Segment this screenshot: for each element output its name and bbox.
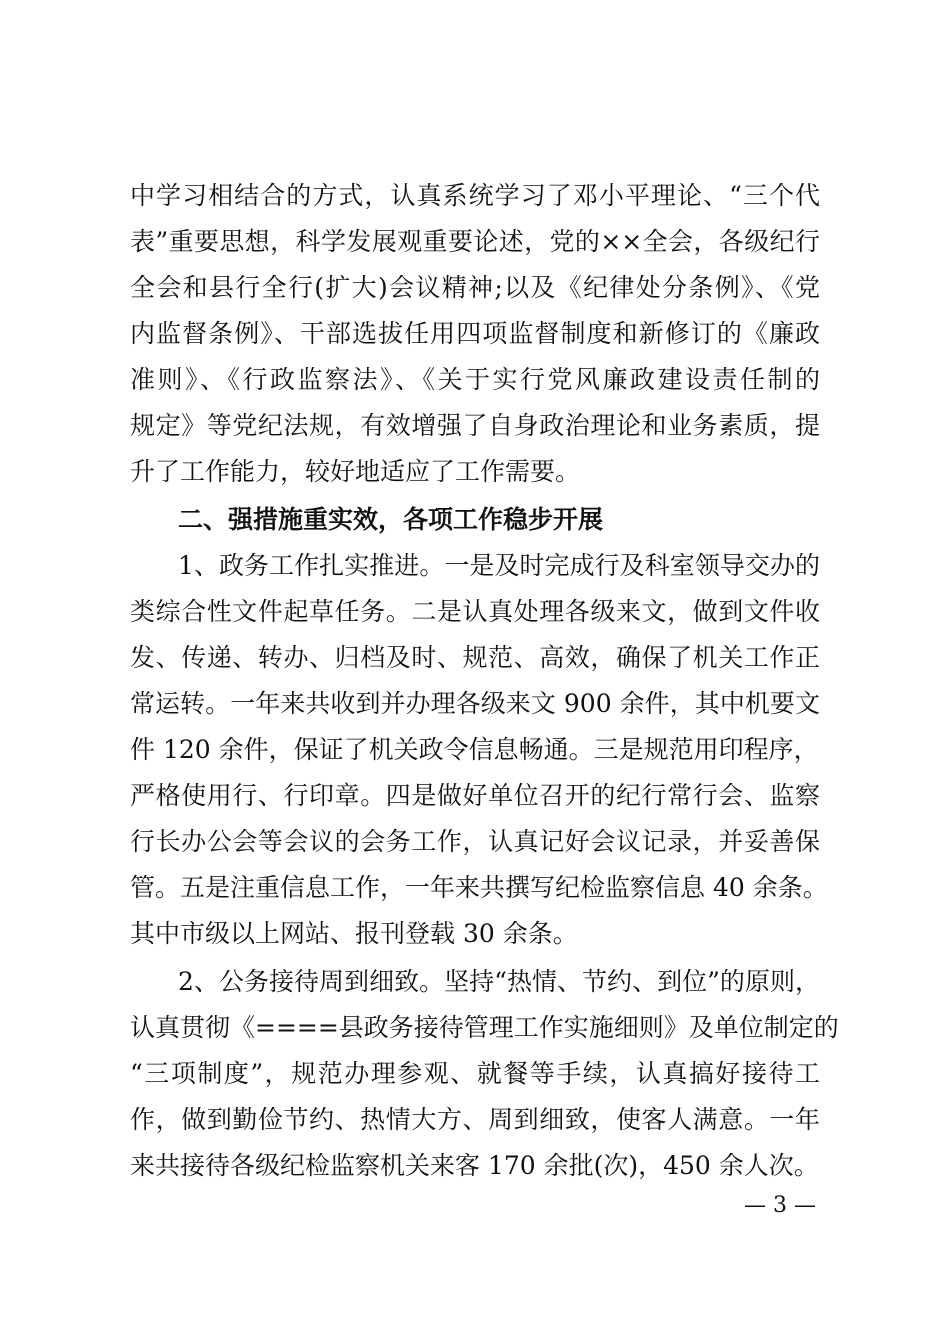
paragraph-line: 类综合性文件起草任务。二是认真处理各级来文，做到文件收 — [130, 597, 820, 626]
paragraph-line: 件 120 余件，保证了机关政令信息畅通。三是规范用印程序， — [130, 735, 819, 764]
paragraph-line: 作，做到勤俭节约、热情大方、周到细致，使客人满意。一年 — [130, 1105, 820, 1134]
paragraph-line: 来共接待各级纪检监察机关来客 170 余批(次)，450 余人次。 — [130, 1151, 819, 1180]
paragraph-line: 规定》等党纪法规，有效增强了自身政治理论和业务素质，提 — [130, 411, 820, 440]
section-heading: 二、强措施重实效，各项工作稳步开展 — [178, 505, 604, 534]
paragraph-line: 2、公务接待周到细致。坚持“热情、节约、到位”的原则， — [178, 967, 820, 996]
paragraph-line: 升了工作能力，较好地适应了工作需要。 — [130, 457, 581, 486]
paragraph-line: 发、传递、转办、归档及时、规范、高效，确保了机关工作正 — [130, 643, 820, 672]
paragraph-line: 全会和县行全行(扩大)会议精神;以及《纪律处分条例》、《党 — [130, 273, 820, 302]
paragraph-line: 1、政务工作扎实推进。一是及时完成行及科室领导交办的 — [178, 551, 820, 580]
paragraph-line: “三项制度”，规范办理参观、就餐等手续，认真搞好接待工 — [130, 1059, 820, 1088]
paragraph-line: 中学习相结合的方式，认真系统学习了邓小平理论、“三个代 — [130, 181, 820, 210]
paragraph-line: 管。五是注重信息工作，一年来共撰写纪检监察信息 40 余条。 — [130, 873, 828, 902]
paragraph-line: 行长办公会等会议的会务工作，认真记好会议记录，并妥善保 — [130, 827, 820, 856]
paragraph-line: 认真贯彻《====县政务接待管理工作实施细则》及单位制定的 — [130, 1013, 839, 1042]
paragraph-line: 常运转。一年来共收到并办理各级来文 900 余件，其中机要文 — [130, 689, 820, 718]
paragraph-line: 严格使用行、行印章。四是做好单位召开的纪行常行会、监察 — [130, 781, 820, 810]
paragraph-line: 其中市级以上网站、报刊登载 30 余条。 — [130, 919, 578, 948]
paragraph-line: 内监督条例》、干部选拔任用四项监督制度和新修订的《廉政 — [130, 319, 820, 348]
paragraph-line: 准则》、《行政监察法》、《关于实行党风廉政建设责任制的 — [130, 365, 820, 394]
page-number: — 3 — — [744, 1193, 816, 1218]
paragraph-line: 表”重要思想，科学发展观重要论述，党的××全会，各级纪行 — [130, 227, 820, 256]
